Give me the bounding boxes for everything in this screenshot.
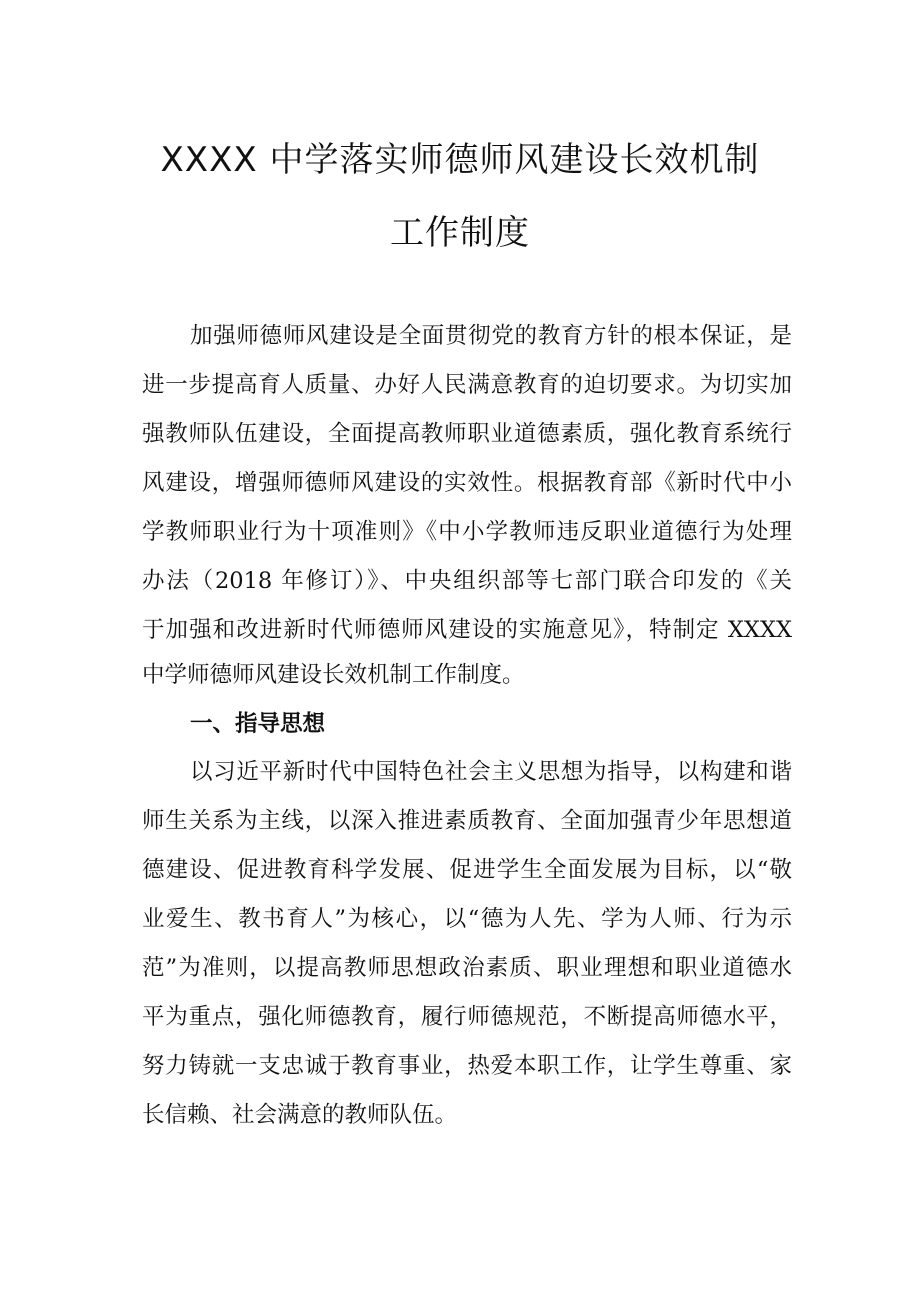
- document-title-line-1: XXXX 中学落实师德师风建设长效机制: [160, 140, 760, 180]
- paragraph-2-line-6: 平为重点，强化师德教育，履行师德规范，不断提高师德水平，: [142, 1004, 792, 1030]
- paragraph-1-line-1: 加强师德师风建设是全面贯彻党的教育方针的根本保证，是: [190, 323, 792, 349]
- section-1-heading: 一、指导思想: [190, 711, 326, 737]
- paragraph-2-line-7: 努力铸就一支忠诚于教育事业，热爱本职工作，让学生尊重、家: [142, 1053, 792, 1079]
- paragraph-1-line-6: 办法（2018 年修订）》、中央组织部等七部门联合印发的《关: [142, 568, 792, 594]
- document-title-line-2: 工作制度: [390, 213, 530, 253]
- paragraph-1-line-3: 强教师队伍建设，全面提高教师职业道德素质，强化教育系统行: [142, 421, 792, 447]
- paragraph-1-line-7: 于加强和改进新时代师德师风建设的实施意见》，特制定 XXXX: [142, 617, 792, 643]
- paragraph-1-line-4: 风建设，增强师德师风建设的实效性。根据教育部《新时代中小: [142, 470, 792, 496]
- paragraph-2-line-1: 以习近平新时代中国特色社会主义思想为指导，以构建和谐: [190, 759, 792, 785]
- paragraph-2-line-2: 师生关系为主线，以深入推进素质教育、全面加强青少年思想道: [142, 808, 792, 834]
- paragraph-2-line-5: 范”为准则，以提高教师思想政治素质、职业理想和职业道德水: [142, 955, 792, 981]
- paragraph-2-line-3: 德建设、促进教育科学发展、促进学生全面发展为目标，以“敬: [142, 857, 792, 883]
- paragraph-1-line-8: 中学师德师风建设长效机制工作制度。: [142, 662, 525, 688]
- paragraph-2-line-8: 长信赖、社会满意的教师队伍。: [142, 1102, 458, 1128]
- paragraph-1-line-2: 进一步提高育人质量、办好人民满意教育的迫切要求。为切实加: [142, 372, 792, 398]
- paragraph-1-line-5: 学教师职业行为十项准则》《中小学教师违反职业道德行为处理: [142, 519, 792, 545]
- paragraph-2-line-4: 业爱生、教书育人”为核心，以“德为人先、学为人师、行为示: [142, 906, 792, 932]
